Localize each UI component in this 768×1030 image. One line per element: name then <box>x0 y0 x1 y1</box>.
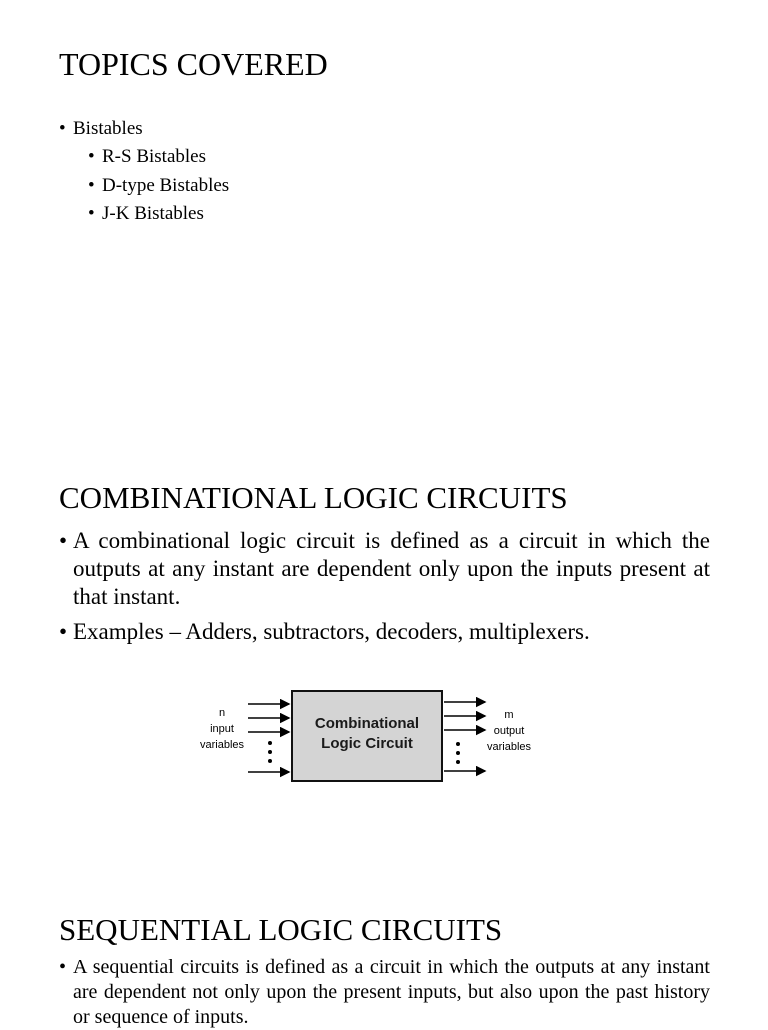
list-item <box>59 200 229 228</box>
ellipsis-dot <box>456 760 460 764</box>
slide-topics-covered <box>0 0 768 460</box>
list-item-text: D-type Bistables <box>102 174 230 196</box>
ellipsis-dot <box>268 759 272 763</box>
box-label-line: Combinational <box>314 715 420 732</box>
ellipsis-dot <box>268 741 272 745</box>
output-label-line: variables <box>486 741 532 753</box>
slide-combinational <box>0 460 768 880</box>
list-item-text: J-K Bistables <box>102 202 204 224</box>
slide-sequential <box>0 880 768 1028</box>
bullet-text: Examples – Adders, subtractors, decoders, multiplexers. <box>73 619 590 644</box>
list-item-text: R-S Bistables <box>102 146 206 168</box>
list-item <box>59 143 229 171</box>
bullet: • <box>59 528 68 553</box>
output-variables-label <box>479 707 539 755</box>
input-label-line: variables <box>199 739 245 751</box>
circuit-box-label <box>292 714 442 754</box>
slide-title: COMBINATIONAL LOGIC CIRCUITS <box>59 480 568 515</box>
output-label-line: output <box>493 725 525 737</box>
slide-title: SEQUENTIAL LOGIC CIRCUITS <box>59 912 503 947</box>
bullet-paragraph <box>59 955 710 1030</box>
output-label-line: m <box>504 709 514 721</box>
topics-list <box>59 115 229 228</box>
slide-title: TOPICS COVERED <box>59 46 328 82</box>
input-label-line: n <box>218 707 226 719</box>
bullet: • <box>88 146 95 168</box>
bullet: • <box>88 174 95 196</box>
ellipsis-dot <box>456 751 460 755</box>
bullet-text: A sequential circuits is defined as a circuit in which the outputs at any instant are dependent not only upon the present inputs, but also upon the past history or sequence of inputs. <box>73 956 710 1028</box>
ellipsis-dot <box>268 750 272 754</box>
bullet-paragraph <box>59 618 710 646</box>
bullet: • <box>88 202 95 224</box>
bullet: • <box>59 956 67 978</box>
box-label-line: Logic Circuit <box>321 735 413 752</box>
list-item <box>59 172 229 200</box>
bullet: • <box>59 118 66 139</box>
combinational-circuit-diagram <box>195 685 540 790</box>
bullet: • <box>59 619 68 644</box>
ellipsis-dot <box>456 742 460 746</box>
input-label-line: input <box>210 723 234 735</box>
list-item <box>59 115 229 143</box>
bullet-paragraph <box>59 527 710 611</box>
list-item-text: Bistables <box>73 118 143 139</box>
bullet-text: A combinational logic circuit is defined as a circuit in which the outputs at any instant are dependent only upon the inputs present at that instant. <box>73 528 710 609</box>
input-variables-label <box>195 705 249 753</box>
